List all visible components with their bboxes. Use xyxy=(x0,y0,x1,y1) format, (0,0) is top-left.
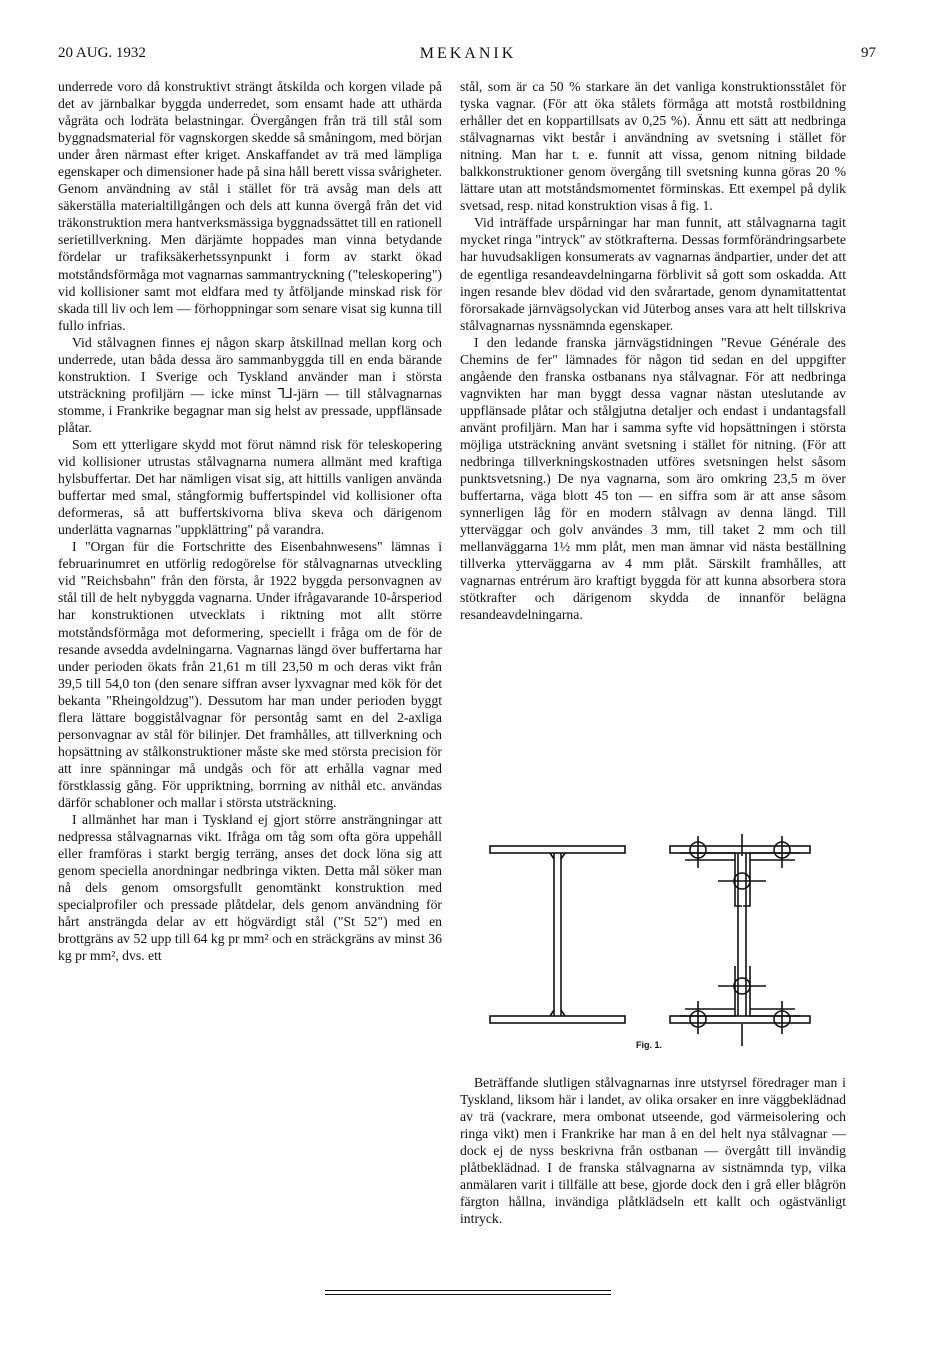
paragraph: I allmänhet har man i Tyskland ej gjort större ansträngningar att nedpressa stålvagnarnas vikt. Ifråga om tåg som ofta göra uppehåll eller framföras i starkt bergig terräng, anses det dock löna sig att genom speciella anordningar nedbringa vikten. Detta mål söker man nå dels genom omsorgsfullt genomtänkt konstruktion med specialprofiler och pressade plåtdelar, dels genom användning för hårt ansträngda delar av ett högvärdigt stål ("St 52") med en brottgräns av 52 upp till 64 kg pr mm² och en sträckgräns av minst 36 kg pr mm², dvs. ett xyxy=(58,812,442,964)
left-column xyxy=(58,78,442,964)
right-column xyxy=(460,78,846,624)
paragraph: Vid stålvagnen finnes ej någon skarp åtskillnad mellan korg och underrede, utan båda dessa äro sammanbyggda till en enda bärande konstruktion. I Sverige och Tyskland använder man i största utsträckning profiljärn — icke minst ⅂⅃-järn — till stålvagnarnas stomme, i Frankrike begagnar man sig helst av pressade, uppflänsade plåtar. xyxy=(58,334,442,435)
end-rule xyxy=(325,1290,611,1291)
paragraph: Beträffande slutligen stålvagnarnas inre utstyrsel föredrager man i Tyskland, liksom här i landet, av olika orsaker en inre väggbeklädnad av trä (vackrare, mera ombonat utseende, god värmeisolering och ringa vikt) men i Frankrike har man å en del helt nya stålvagnar — dock ej de nyss beskrivna från ostbanan — övergått till invändig plåtbeklädnad. I de franska stålvagnarna av sistnämnda typ, vilka anmälaren varit i tillfälle att bese, gjorde dock den i grå eller blågrön färgton hållna, invändiga plåtklädseln ett kallt och ogästvänligt intryck. xyxy=(460,1075,846,1227)
end-rule xyxy=(325,1294,611,1295)
header-page-number: 97 xyxy=(861,45,876,61)
paragraph: underrede voro då konstruktivt strängt åtskilda och korgen vilade på det av järnbalkar byggda underredet, som ensamt hade att uthärda vågräta och lodräta belastningar. Övergången från trä till stål som byggnadsmaterial för vagnskorgen skedde så småningom, med början under åren närmast efter kriget. Anskaffandet av trä med lämpliga egenskaper och dimensioner hade på sina håll berett vissa svårigheter. Genom användning av stål i stället för trä avsåg man dels att säkerställa materialtillgången och dels att kunna övergå från det vid träkonstruktion mera hantverksmässiga byggnadssättet till en rationell serietillverkning. Men därjämte hoppades man vinna betydande fördelar ur trafiksäkerhetssynpunkt i form av starkt ökad motståndsförmåga mot vagnarnas sammantryckning ("teleskopering") vid kollisioner samt mot eldfara med ty åtföljande minskad risk för skada till liv och lem — förhoppningar som senare visat sig kunna till fullo infrias. xyxy=(58,79,442,333)
right-column-continued xyxy=(460,1074,846,1227)
paragraph: I "Organ für die Fortschritte des Eisenbahnwesens" lämnas i februarinumret en utförlig redogörelse för stålvagnarnas utveckling vid "Reichsbahn" från den första, år 1922 byggda personvagnen av stål till de helt nybyggda vagnarna. Under ifrågavarande 10-årsperiod har konstruktionen utvecklats i riktning mot allt större motståndsförmåga mot deformering, speciellt i fråga om de för de resande avsedda avdelningarna. Vagnarnas längd över buffertarna har under perioden ökats från 21,61 m till 23,50 m och deras vikt från 39,5 till 54,0 ton (den senare siffran avser lyxvagnar med kök för det bekanta "Rheingoldzug"). Dessutom har man under perioden byggt flera lättare boggistålvagnar för persontåg samt en del 2-axliga personvagnar av stål för bilinjer. Det framhålles, att tillverkning och hopsättning av stålkonstruktioner måste ske med största precision för att inre spänningar må undgås och för att erhålla vagnar med förstklassig gång. För uppriktning, borrning av nithål etc. användas därför schabloner och mallar i största utsträckning. xyxy=(58,539,442,810)
paragraph: stål, som är ca 50 % starkare än det vanliga konstruktionsstålet för tyska vagnar. (För att öka stålets förmåga att motstå rostbildning erhåller det en koppartillsats av 0,25 %). Ännu ett sätt att nedbringa stålvagnarnas vikt består i användning av svetsning i stället för nitning. Man har t. e. funnit att vissa, genom nitning bildade balkkonstruktioner genom övergång till svetsning kunna göras 20 % lättare utan att motståndsmomentet förminskas. Ett exempel på dylik svetsad, resp. nitad konstruktion visas å fig. 1. xyxy=(460,79,846,214)
paragraph: Som ett ytterligare skydd mot förut nämnd risk för teleskopering vid kollisioner utrustas stålvagnarna numera allmänt med kraftiga hylsbuffertar. Det har nämligen visat sig, att hittills vanligen använda buffertar med smal, stångformig buffertspindel vid kollisioner ofta deformeras, så att buffertskivorna bliva skeva och därigenom underlätta vagnarnas "uppklättring" på varandra. xyxy=(58,436,442,538)
paragraph: Vid inträffade urspårningar har man funnit, att stålvagnarna tagit mycket ringa "intryck" av stötkrafterna. Dessas formförändringsarbete har huvudsakligen konsumerats av vagnarnas ändpartier, under det att de egentliga resandeavdelningarna förblivit så gott som oskadda. Att ingen resande blev dödad vid den svårartade, genom dynamitattentat förorsakade järnvägsolyckan vid Jüterbog anses vara att helt tillskriva stålvagnarnas nyssnämnda egenskaper. xyxy=(460,215,846,333)
figure-beam-cross-sections xyxy=(480,826,820,1066)
paragraph: I den ledande franska järnvägstidningen "Revue Générale des Chemins de fer" lämnades för någon tid sedan en del uppgifter angående den franska ostbanans nya stålvagnar. För att nedbringa vagnvikten har man byggt dessa vagnar nästan uteslutande av uppflänsade plåtar och stålgjutna detaljer och endast i undantagsfall använt profiljärn. Man har i samma syfte vid hopsättningen i största möjliga utsträckning använt svetsning i stället för nitning. (För att nedbringa tillverkningskostnaden utföres svetsningen helst såsom punktsvetsning.) De nya vagnarna, som äro omkring 23,5 m över buffertarna, väga blott 45 ton — en siffra som är att anse såsom synnerligen låg för en modern stålvagn av denna längd. Till ytterväggar och golv användes 3 mm, till taket 2 mm och till mellanväggarna 1½ mm plåt, men man ämnar vid nästa beställning tillverka ytterväggarna av 4 mm plåt. Särskilt framhålles, att vagnarnas entrérum äro kraftigt byggda för att kunna absorbera stora stötkrafter och därigenom skydda de innanför belägna resandeavdelningarna. xyxy=(460,334,846,623)
header-date: 20 AUG. 1932 xyxy=(58,45,146,61)
header-journal-title: MEKANIK xyxy=(419,45,517,62)
welded-beam-section xyxy=(490,846,625,1023)
figure-caption: Fig. 1. xyxy=(636,1040,663,1050)
riveted-beam-section xyxy=(670,834,810,1046)
